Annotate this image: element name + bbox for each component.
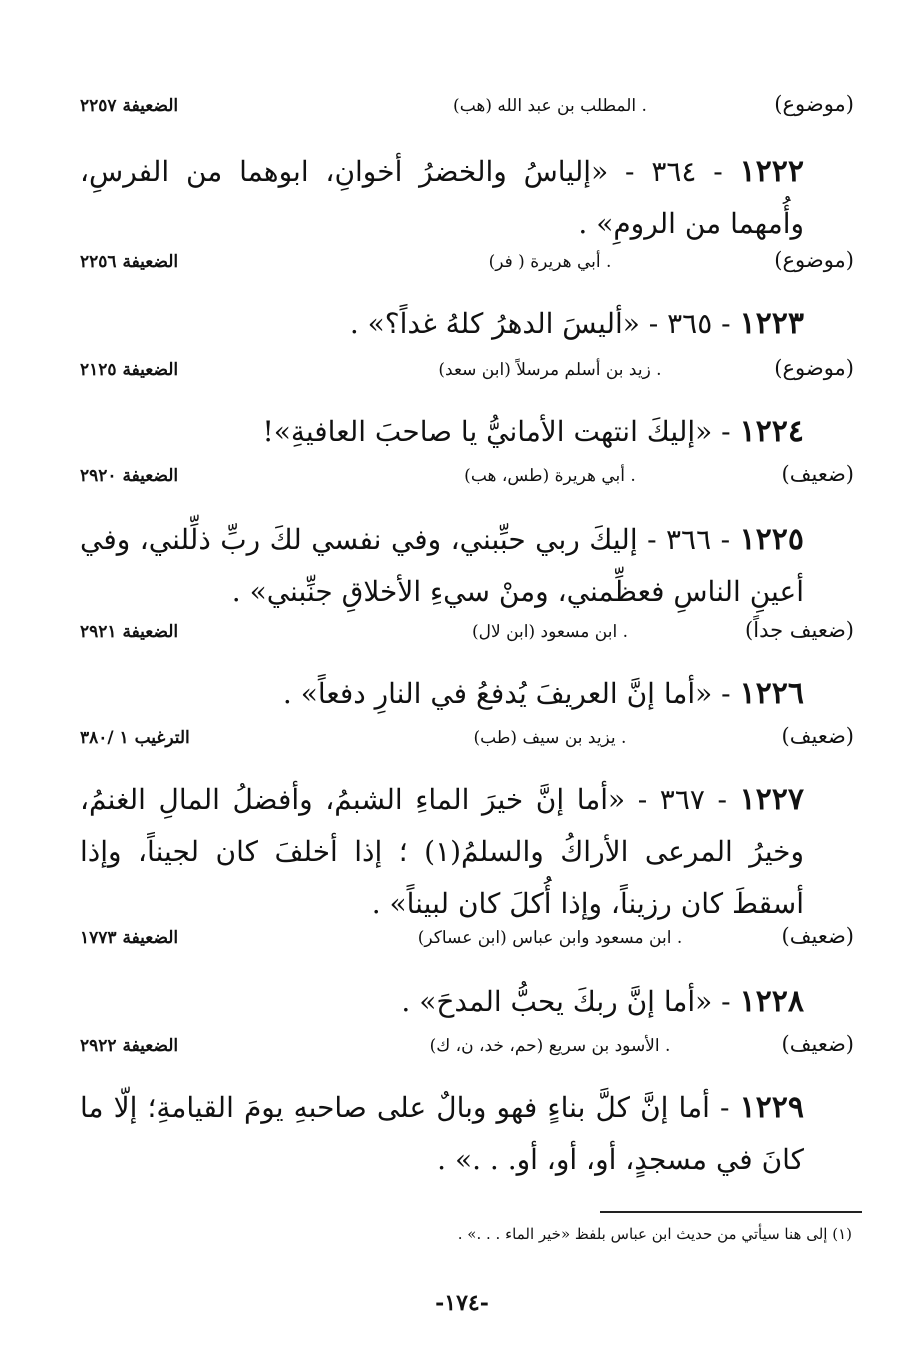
hadith-entry <box>80 298 804 350</box>
hadith-entry <box>80 514 804 618</box>
grade-label: (ضعيف) <box>781 724 854 748</box>
citation-label: الترغيب ١ /٣٨٠ <box>80 728 190 748</box>
hadith-entry <box>80 774 804 930</box>
grade-label: (ضعيف جداً) <box>745 618 854 642</box>
hadith-number: ١٢٢٤ <box>739 414 804 449</box>
hadith-entry <box>80 406 804 458</box>
reference-line <box>80 462 854 502</box>
hadith-entry <box>80 976 804 1028</box>
hadith-number: ١٢٢٣ <box>739 306 804 341</box>
footnote-divider <box>600 1211 862 1213</box>
hadith-entry <box>80 146 804 250</box>
source-label: (حم، خد، ن، ك) الأسود بن سريع . <box>429 1036 671 1056</box>
grade-label: (موضوع) <box>774 356 854 380</box>
hadith-number: ١٢٢٢ <box>739 154 804 189</box>
citation-label: الضعيفة ٢١٢٥ <box>80 360 179 380</box>
source-label: (فر ) أبي هريرة . <box>488 252 612 272</box>
grade-label: (ضعيف) <box>781 1032 854 1056</box>
citation-label: الضعيفة ١٧٧٣ <box>80 928 179 948</box>
source-label: (ابن عساكر) ابن مسعود وابن عباس . <box>417 928 683 948</box>
reference-line <box>80 618 854 658</box>
reference-line <box>80 1032 854 1072</box>
hadith-text: - ٣٦٥ - «أليسَ الدهرُ كلهُ غداً؟» . <box>349 307 731 340</box>
source-label: (هب) المطلب بن عبد الله . <box>453 96 647 116</box>
hadith-number: ١٢٢٨ <box>739 984 804 1019</box>
source-label: (ابن لال) ابن مسعود . <box>472 622 628 642</box>
reference-line <box>80 248 854 288</box>
source-label: (طس، هب) أبي هريرة . <box>464 466 636 486</box>
footnote: (١) إلى هنا سيأتي من حديث ابن عباس بلفظ «خير الماء . . .» . <box>457 1225 852 1243</box>
hadith-entry <box>80 1082 804 1186</box>
grade-label: (موضوع) <box>774 92 854 116</box>
hadith-text: - «أما إنَّ ربكَ يحبُّ المدحَ» . <box>401 985 731 1018</box>
reference-line <box>80 724 854 764</box>
hadith-text: - «إليكَ انتهت الأمانيُّ يا صاحبَ العافيةِ»! <box>262 415 731 448</box>
citation-label: الضعيفة ٢٢٥٧ <box>80 96 179 116</box>
reference-line <box>80 356 854 396</box>
hadith-number: ١٢٢٧ <box>739 782 804 817</box>
hadith-number: ١٢٢٥ <box>739 522 804 557</box>
hadith-text: - «أما إنَّ العريفَ يُدفعُ في النارِ دفعاً» . <box>282 677 731 710</box>
grade-label: (ضعيف) <box>781 924 854 948</box>
hadith-entry <box>80 668 804 720</box>
hadith-text: - ٣٦٤ - «إلياسُ والخضرُ أخوانِ، ابوهما من الفرسِ، وأُمهما من الرومِ» . <box>80 155 804 240</box>
citation-label: الضعيفة ٢٩٢٠ <box>80 466 179 486</box>
source-label: (ابن سعد) زيد بن أسلم مرسلاً . <box>438 360 662 380</box>
hadith-number: ١٢٢٦ <box>739 676 804 711</box>
citation-label: الضعيفة ٢٩٢٢ <box>80 1036 179 1056</box>
reference-line <box>80 92 854 132</box>
reference-line <box>80 924 854 964</box>
citation-label: الضعيفة ٢٩٢١ <box>80 622 179 642</box>
hadith-text: - ٣٦٦ - إليكَ ربي حبِّبني، وفي نفسي لكَ ربِّ ذلِّلني، وفي أعينِ الناسِ فعظِّمني، ومنْ سيءِ الأخلاقِ جنِّبني» . <box>80 523 804 608</box>
page-number: -١٧٤- <box>435 1290 489 1316</box>
hadith-text: - ٣٦٧ - «أما إنَّ خيرَ الماءِ الشبمُ، وأفضلُ المالِ الغنمُ، وخيرُ المرعى الأراكُ والسلمُ(١) ؛ إذا أخلفَ كان لجيناً، وإذا أسقطَ كان رزيناً، وإذا أُكلَ كان لبيناً» . <box>80 783 805 920</box>
source-label: (طب) يزيد بن سيف . <box>473 728 627 748</box>
hadith-text: - أما إنَّ كلَّ بناءٍ فهو وبالٌ على صاحبهِ يومَ القيامةِ؛ إلّا ما كانَ في مسجدٍ، أو، أو، أو. . .» . <box>80 1091 804 1176</box>
hadith-number: ١٢٢٩ <box>739 1090 804 1125</box>
grade-label: (ضعيف) <box>781 462 854 486</box>
citation-label: الضعيفة ٢٢٥٦ <box>80 252 179 272</box>
grade-label: (موضوع) <box>774 248 854 272</box>
